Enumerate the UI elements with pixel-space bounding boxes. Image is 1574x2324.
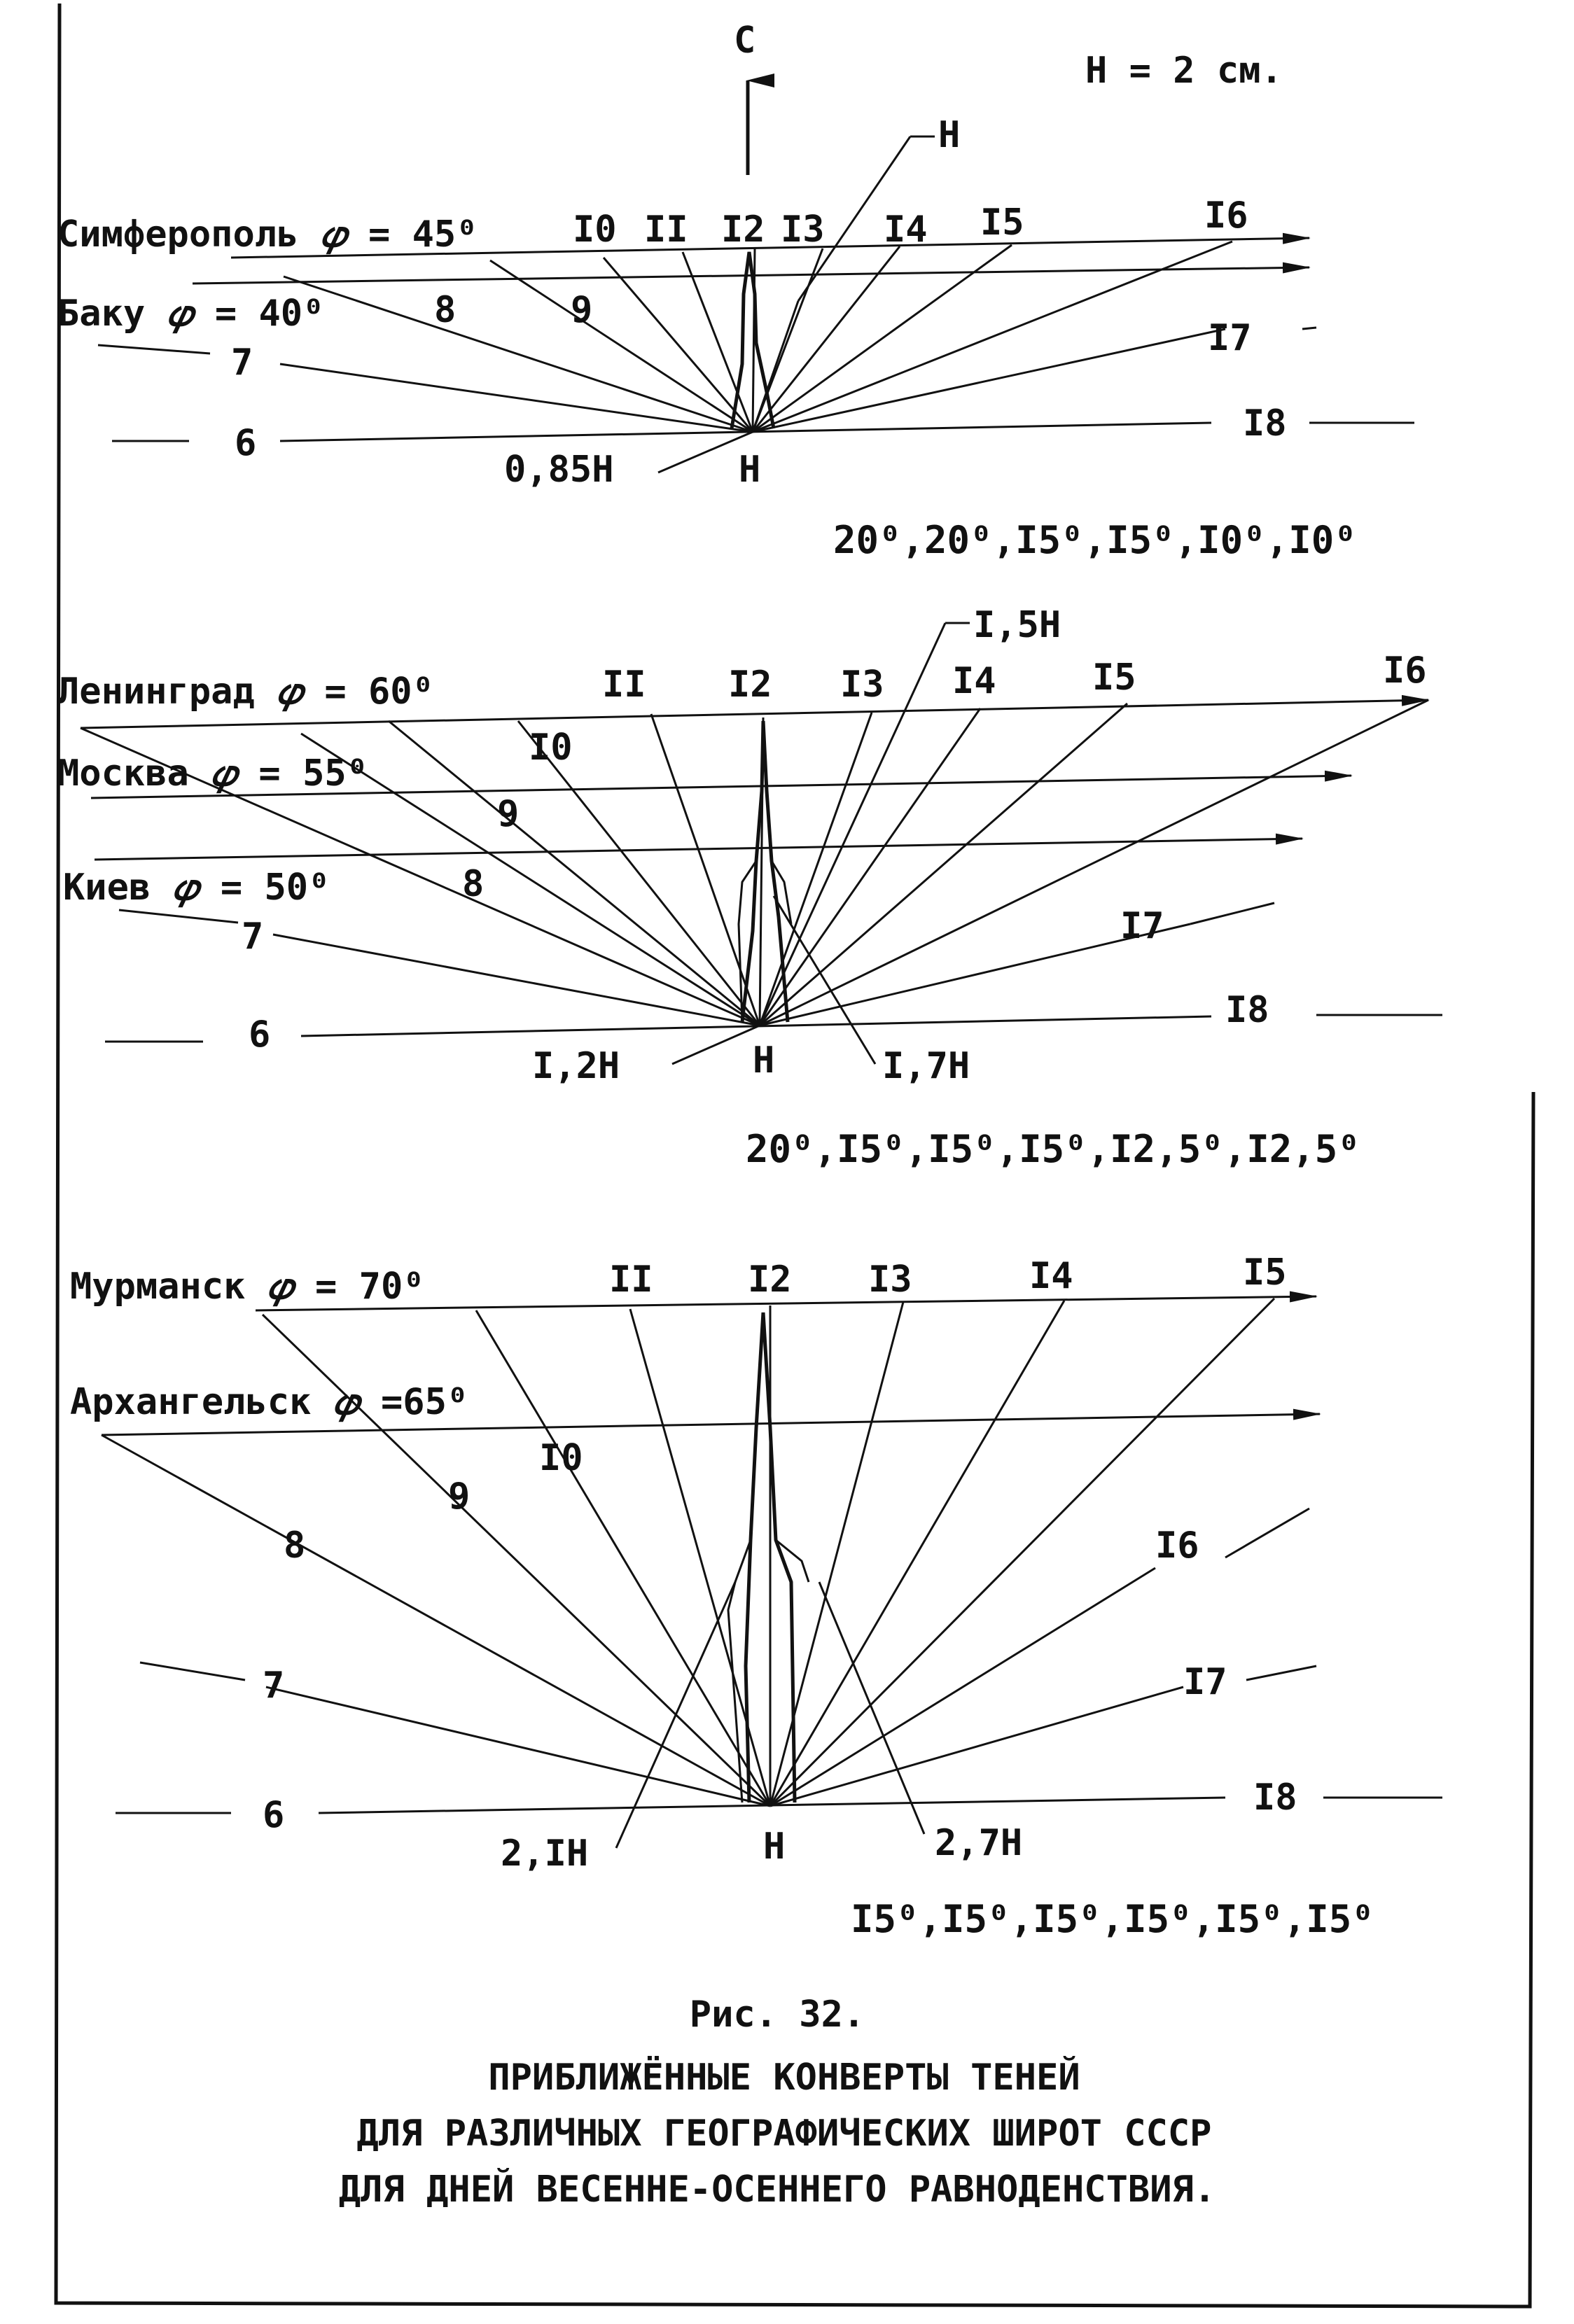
hour-13: I3 (781, 209, 825, 251)
city-simferopol: Симферополь 𝜑 = 45⁰ (57, 214, 478, 255)
hour-15: I5 (1092, 657, 1136, 699)
leader-17h (774, 896, 875, 1064)
north-label: С (734, 20, 756, 62)
height-label-base: Н (753, 1040, 775, 1082)
hour-7: 7 (231, 342, 253, 384)
hour-12: I2 (748, 1259, 792, 1301)
height-label-17: I,7Н (882, 1045, 970, 1087)
hour-14: I4 (952, 660, 996, 702)
hour-11: II (609, 1259, 653, 1301)
hour-8: 8 (462, 863, 485, 905)
city-leningrad: Ленинград 𝜑 = 60⁰ (57, 671, 434, 713)
hour-12: I2 (721, 209, 765, 251)
angles-panel-3: I5⁰,I5⁰,I5⁰,I5⁰,I5⁰,I5⁰ (851, 1897, 1374, 1941)
height-label-27: 2,7Н (935, 1822, 1023, 1864)
hour-16: I6 (1204, 195, 1248, 237)
hour-10: I0 (539, 1437, 583, 1479)
height-label-12: I,2Н (532, 1045, 620, 1087)
hour-7: 7 (242, 916, 264, 958)
hour-7: 7 (263, 1665, 285, 1707)
hour-8: 8 (434, 289, 457, 331)
figure-number: Рис. 32. (689, 1994, 865, 2036)
height-label-base: Н (739, 449, 761, 491)
hour-9: 9 (448, 1476, 471, 1518)
hour-17: I7 (1208, 317, 1252, 359)
hour-13: I3 (840, 664, 884, 706)
caption-line-1: ПРИБЛИЖЁННЫЕ КОНВЕРТЫ ТЕНЕЙ (488, 2057, 1080, 2099)
hour-10: I0 (573, 209, 617, 251)
leader-12h (672, 1026, 760, 1064)
city-kiev: Киев 𝜑 = 50⁰ (63, 867, 330, 909)
city-arkhangelsk: Архангельск 𝜑 =65⁰ (70, 1381, 469, 1423)
hour-16: I6 (1383, 650, 1427, 692)
leader-27h (819, 1582, 924, 1834)
figure-caption (339, 1994, 1216, 2211)
height-label-085: 0,85Н (504, 449, 614, 491)
hour-15: I5 (1243, 1252, 1287, 1294)
angles-panel-2: 20⁰,I5⁰,I5⁰,I5⁰,I2,5⁰,I2,5⁰ (746, 1127, 1360, 1171)
hour-10: I0 (529, 727, 573, 769)
hour-9: 9 (571, 289, 593, 331)
hour-18: I8 (1225, 989, 1269, 1031)
hour-13: I3 (868, 1259, 912, 1301)
hour-9: 9 (497, 793, 520, 835)
hour-14: I4 (884, 209, 928, 251)
caption-line-2: ДЛЯ РАЗЛИЧНЫХ ГЕОГРАФИЧЕСКИХ ШИРОТ СССР (356, 2113, 1212, 2155)
hour-17: I7 (1183, 1661, 1227, 1703)
hour-18: I8 (1243, 402, 1287, 444)
hour-6: 6 (263, 1794, 285, 1836)
hour-11: II (602, 664, 646, 706)
hour-15: I5 (980, 202, 1024, 244)
city-murmansk: Мурманск 𝜑 = 70⁰ (70, 1266, 425, 1308)
hour-6: 6 (249, 1014, 271, 1056)
hour-12: I2 (728, 664, 772, 706)
scale-note: Н = 2 см. (1085, 50, 1283, 92)
height-label-15: I,5Н (973, 604, 1061, 646)
hour-11: II (644, 209, 688, 251)
hour-18: I8 (1253, 1777, 1297, 1819)
shadow-envelope-inner (728, 1540, 809, 1802)
panel-1 (57, 114, 1414, 562)
city-moscow: Москва 𝜑 = 55⁰ (57, 752, 368, 794)
height-label-top: Н (938, 114, 961, 156)
hour-8: 8 (284, 1525, 306, 1567)
angles-panel-1: 20⁰,20⁰,I5⁰,I5⁰,I0⁰,I0⁰ (833, 518, 1357, 562)
height-label-21: 2,IН (501, 1833, 589, 1875)
caption-line-3: ДЛЯ ДНЕЙ ВЕСЕННЕ-ОСЕННЕГО РАВНОДЕНСТВИЯ. (338, 2169, 1216, 2211)
hour-6: 6 (235, 422, 257, 464)
height-label-base: Н (763, 1826, 786, 1868)
panel-3 (70, 1252, 1442, 1941)
hour-14: I4 (1029, 1255, 1073, 1297)
hour-16: I6 (1155, 1525, 1199, 1567)
panel-2 (57, 604, 1442, 1171)
hour-17: I7 (1120, 905, 1164, 947)
city-baku: Баку 𝜑 = 40⁰ (57, 293, 325, 335)
